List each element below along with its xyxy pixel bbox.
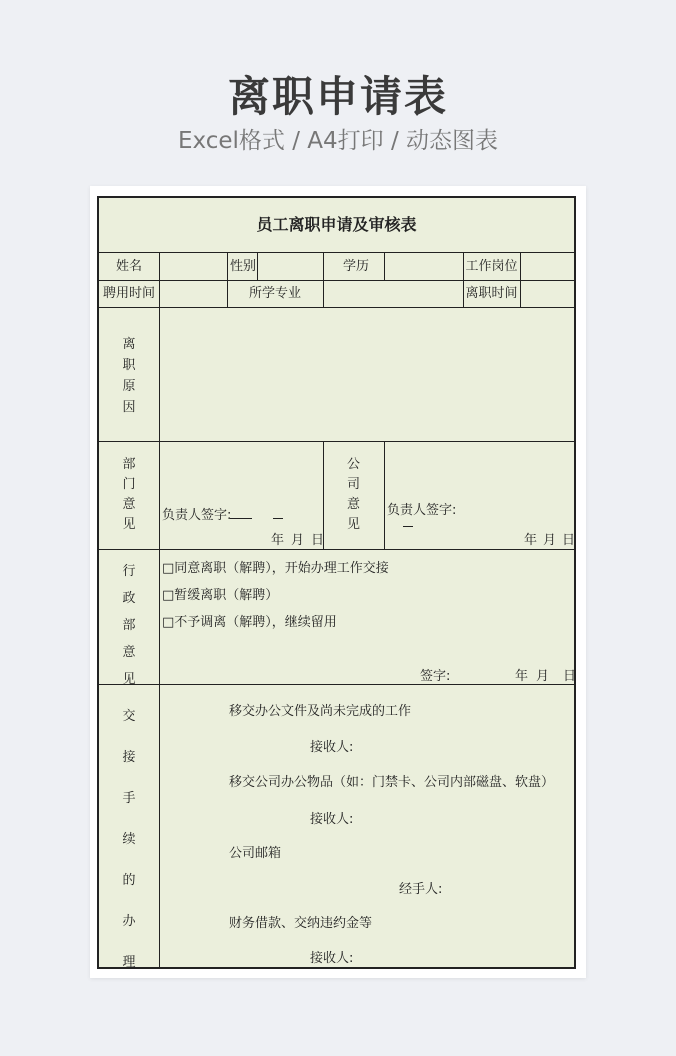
dept-date-month: 月	[291, 533, 305, 548]
handover-receiver-files: 接收人:	[310, 740, 354, 755]
education-field[interactable]	[385, 253, 463, 280]
page-subtitle: Excel格式 / A4打印 / 动态图表	[177, 128, 499, 154]
position-field[interactable]	[521, 253, 574, 280]
resign-time-field[interactable]	[521, 281, 574, 307]
grid-line	[99, 549, 574, 550]
admin-option-retain[interactable]: □不予调离（解聘），继续留用	[162, 615, 337, 630]
gender-field[interactable]	[258, 253, 323, 280]
admin-signature-label: 签字:	[420, 669, 451, 684]
handover-item-files: 移交办公文件及尚未完成的工作	[229, 704, 412, 719]
company-opinion-label-text: 公司意见	[346, 457, 360, 532]
handover-receiver-finance: 接收人:	[310, 951, 354, 966]
major-label: 所学专业	[248, 286, 301, 301]
position-label: 工作岗位	[465, 259, 518, 274]
admin-option-postpone[interactable]: □暂缓离职（解聘）	[162, 588, 279, 603]
name-label: 姓名	[115, 259, 142, 274]
company-date-year: 年	[524, 533, 538, 548]
grid-line	[99, 441, 574, 442]
grid-line	[384, 441, 385, 549]
admin-opinion-label-text: 行政部意见	[122, 564, 136, 687]
dept-opinion-label-text: 部门意见	[122, 457, 136, 532]
handover-label-text: 交接手续的办理	[122, 709, 136, 970]
dept-signature-line[interactable]	[230, 508, 283, 524]
major-field[interactable]	[324, 281, 463, 307]
admin-date-day: 日	[563, 669, 577, 684]
reason-label	[99, 334, 159, 418]
reason-field[interactable]	[160, 308, 574, 441]
reason-label-text: 离职原因	[122, 337, 136, 415]
company-date-day: 日	[562, 533, 576, 548]
handover-handler-email: 经手人:	[399, 882, 443, 897]
admin-option-agree[interactable]: □同意离职（解聘），开始办理工作交接	[162, 561, 389, 576]
education-label: 学历	[343, 259, 370, 274]
company-date-month: 月	[543, 533, 557, 548]
company-signature-label: 负责人签字:	[387, 503, 457, 518]
company-signature-line[interactable]	[403, 516, 413, 532]
resignation-form	[97, 196, 576, 969]
form-title: 员工离职申请及审核表	[256, 215, 417, 234]
hire-time-label: 聘用时间	[102, 286, 155, 301]
dept-date-day: 日	[311, 533, 325, 548]
name-field[interactable]	[160, 253, 227, 280]
gender-label: 性别	[230, 259, 257, 274]
page-title: 离职申请表	[227, 72, 448, 121]
dept-date-year: 年	[271, 533, 285, 548]
admin-date-month: 月	[536, 669, 550, 684]
dept-signature-label: 负责人签字:	[162, 508, 232, 523]
dept-opinion-label	[99, 455, 159, 535]
resign-time-label: 离职时间	[465, 286, 518, 301]
admin-opinion-label	[99, 558, 159, 693]
handover-label	[99, 696, 159, 983]
handover-item-property: 移交公司办公物品（如：门禁卡、公司内部磁盘、软盘）	[229, 775, 555, 790]
grid-line	[99, 684, 574, 685]
handover-item-finance: 财务借款、交纳违约金等	[229, 916, 373, 931]
handover-receiver-property: 接收人:	[310, 812, 354, 827]
handover-item-email: 公司邮箱	[229, 846, 282, 861]
hire-time-field[interactable]	[160, 281, 227, 307]
company-opinion-label	[323, 455, 384, 535]
admin-date-year: 年	[515, 669, 529, 684]
